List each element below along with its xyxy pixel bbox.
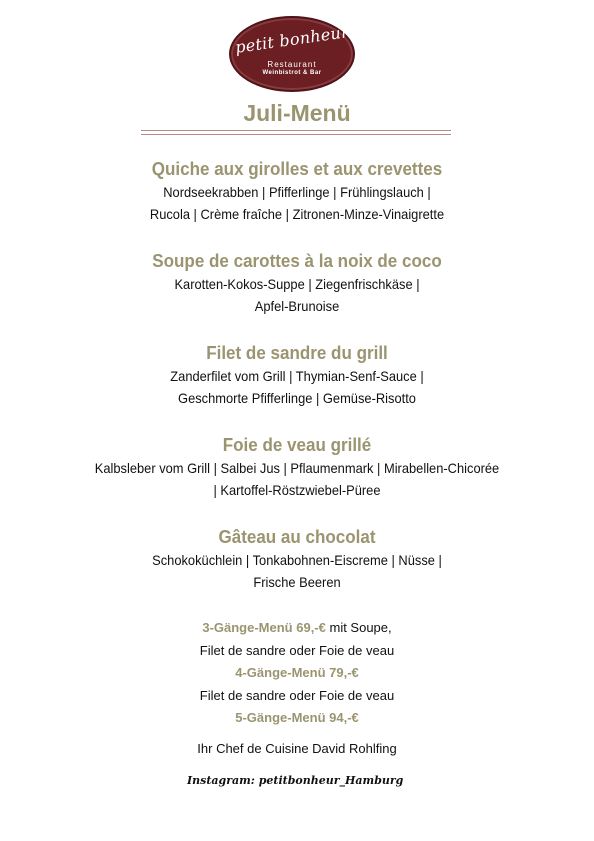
pricing-block [0, 617, 594, 730]
course-4 [0, 433, 594, 501]
menu-4-choice: Filet de sandre oder Foie de veau [199, 687, 395, 703]
menu-4-price: 4-Gänge-Menü 79,-€ [235, 665, 359, 680]
logo-name: petit bonheur [233, 22, 351, 57]
course-description-line: Apfel-Brunoise [254, 298, 340, 314]
menu-title: Juli-Menü [243, 100, 351, 126]
course-title: Gâteau au chocolat [218, 526, 376, 547]
course-description-line: Geschmorte Pfifferlinge | Gemüse-Risotto [178, 390, 416, 406]
course-description-line: Kalbsleber vom Grill | Salbei Jus | Pflaumenmark | Mirabellen-Chicorée [94, 460, 500, 476]
menu-5-price: 5-Gänge-Menü 94,-€ [235, 710, 359, 725]
course-5 [0, 525, 594, 593]
course-description-line: Karotten-Kokos-Suppe | Ziegenfrischkäse | [174, 276, 420, 292]
course-title: Foie de veau grillé [222, 434, 372, 455]
course-description-line: Frische Beeren [253, 574, 341, 590]
menu-3-suffix: mit Soupe, [325, 620, 392, 635]
course-description-line: Rucola | Crème fraîche | Zitronen-Minze-Vinaigrette [149, 206, 445, 222]
chef-signature: Ihr Chef de Cuisine David Rohlfing [197, 741, 397, 756]
course-1 [0, 157, 594, 225]
title-divider-top [141, 130, 451, 131]
course-title: Quiche aux girolles et aux crevettes [151, 158, 443, 179]
menu-3-choice: Filet de sandre oder Foie de veau [199, 642, 395, 658]
title-divider-bottom [141, 134, 451, 135]
course-title: Soupe de carottes à la noix de coco [152, 250, 442, 271]
restaurant-logo [229, 16, 355, 92]
course-description-line: Zanderfilet vom Grill | Thymian-Senf-Sauce | [170, 368, 424, 384]
menu-3-price-line [0, 617, 594, 640]
menu-3-price: 3-Gänge-Menü 69,-€ [202, 620, 326, 635]
course-2 [0, 249, 594, 317]
course-description-line: Nordseekrabben | Pfifferlinge | Frühlingslauch | [163, 184, 431, 200]
course-description-line: | Kartoffel-Röstzwiebel-Püree [213, 482, 381, 498]
course-3 [0, 341, 594, 409]
logo-subtitle: Restaurant [267, 60, 317, 69]
course-description-line: Schokoküchlein | Tonkabohnen-Eiscreme | Nüsse | [152, 552, 442, 568]
instagram-handle: Instagram: petitbonheur_Hamburg [187, 774, 404, 787]
course-title: Filet de sandre du grill [206, 342, 388, 363]
logo-tagline: Weinbistrot & Bar [262, 70, 322, 76]
